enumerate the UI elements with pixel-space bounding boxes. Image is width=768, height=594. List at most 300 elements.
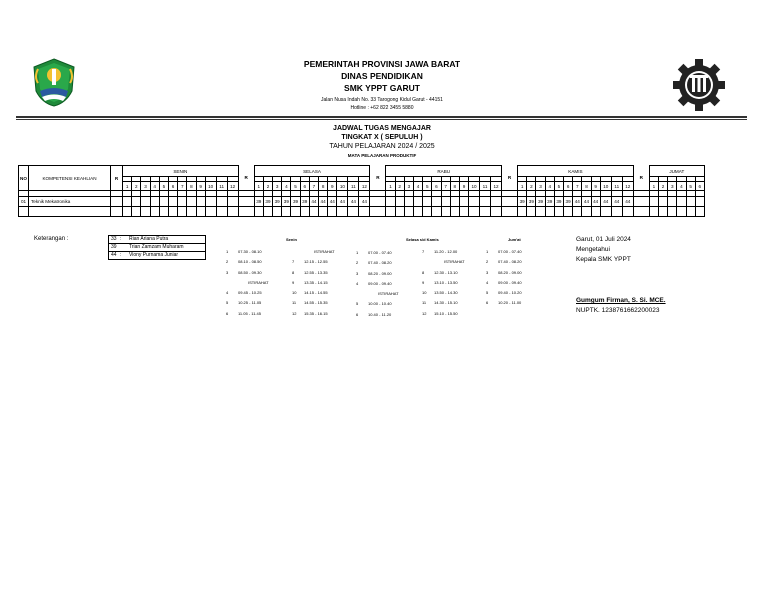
schedule-cell xyxy=(695,197,704,207)
schedule-cell: 44 xyxy=(600,197,611,207)
empty-cell xyxy=(309,207,318,217)
doc-level: TINGKAT X ( SEPULUH ) xyxy=(341,134,423,141)
schedule-cell: 39 xyxy=(282,197,291,207)
period-number: 8 xyxy=(319,182,328,191)
period-time: 15.35 - 16.15 xyxy=(304,310,328,316)
empty-cell xyxy=(695,207,704,217)
empty-cell xyxy=(187,207,196,217)
schedule-cell xyxy=(159,197,168,207)
schedule-cell: 39 xyxy=(518,197,527,207)
period-number: 1 xyxy=(254,182,263,191)
empty-cell xyxy=(300,207,309,217)
schedule-cell: 39 xyxy=(564,197,573,207)
header-divider-thin xyxy=(16,119,747,120)
period-number: 6 xyxy=(432,182,441,191)
period-time: 14.15 - 14.55 xyxy=(304,290,328,296)
row-r xyxy=(633,197,649,207)
period-number: 5 xyxy=(686,182,695,191)
empty-cell xyxy=(611,207,622,217)
period-number: 11 xyxy=(348,182,359,191)
period-no: 5 xyxy=(356,301,359,307)
period-time-row xyxy=(422,309,465,319)
schedule-cell xyxy=(459,197,468,207)
empty-cell xyxy=(622,207,633,217)
period-no: 3 xyxy=(356,270,359,276)
schedule-cell xyxy=(677,197,686,207)
day-header-kamis: KAMIS xyxy=(518,166,634,177)
period-time: 12.55 - 13.35 xyxy=(304,269,328,275)
period-number: 1 xyxy=(386,182,395,191)
period-number: 4 xyxy=(545,182,554,191)
table-row xyxy=(19,197,705,207)
schedule-cell xyxy=(491,197,502,207)
period-no: 9 xyxy=(422,279,425,285)
period-time-row xyxy=(226,257,269,267)
period-number: 11 xyxy=(611,182,622,191)
schedule-cell: 39 xyxy=(527,197,536,207)
period-number: 11 xyxy=(480,182,491,191)
period-time-row xyxy=(486,288,522,298)
period-number: 2 xyxy=(395,182,404,191)
schedule-cell: 44 xyxy=(328,197,337,207)
period-no: 3 xyxy=(486,269,489,275)
selasa-times-a xyxy=(356,248,399,320)
period-number: 4 xyxy=(677,182,686,191)
schedule-cell: 39 xyxy=(273,197,282,207)
schedule-cell xyxy=(141,197,150,207)
period-number: 2 xyxy=(527,182,536,191)
empty-cell xyxy=(658,207,667,217)
empty-cell xyxy=(450,207,459,217)
empty-cell xyxy=(491,207,502,217)
senin-times-title: Senin xyxy=(286,237,297,242)
period-time: 09.00 - 09.40 xyxy=(498,279,522,285)
period-time: 08.50 - 09.30 xyxy=(238,269,262,275)
schedule-cell xyxy=(187,197,196,207)
period-time: ISTIRAHAT xyxy=(378,291,399,297)
legend-sep: : xyxy=(119,252,121,258)
period-no: 7 xyxy=(292,259,295,265)
period-time-row xyxy=(356,269,399,279)
legend-teacher-name: Viony Purnama Juniar xyxy=(127,252,206,260)
period-no: 3 xyxy=(226,269,229,275)
period-time-row xyxy=(292,298,335,308)
empty-cell xyxy=(573,207,582,217)
schedule-cell xyxy=(658,197,667,207)
empty-cell xyxy=(111,207,123,217)
period-no: 2 xyxy=(356,260,359,266)
period-number: 4 xyxy=(413,182,422,191)
schedule-cell: 44 xyxy=(573,197,582,207)
col-r-header: R xyxy=(111,166,123,191)
empty-cell xyxy=(423,207,432,217)
empty-cell xyxy=(554,207,563,217)
schedule-cell xyxy=(404,197,413,207)
period-time: 10.40 - 11.20 xyxy=(368,311,392,317)
period-number: 5 xyxy=(291,182,300,191)
period-no: 7 xyxy=(422,249,425,254)
period-no: 8 xyxy=(422,269,425,275)
sign-mengetahui: Mengetahui xyxy=(576,246,610,253)
period-time: 10.25 - 11.05 xyxy=(238,300,262,306)
period-time-row xyxy=(486,278,522,288)
period-number: 3 xyxy=(536,182,545,191)
period-time-row xyxy=(226,268,269,278)
day-r-header: R xyxy=(502,166,518,191)
schedule-cell: 39 xyxy=(300,197,309,207)
period-number: 11 xyxy=(216,182,227,191)
period-number: 9 xyxy=(459,182,468,191)
empty-cell xyxy=(404,207,413,217)
empty-cell xyxy=(432,207,441,217)
period-time: 08.20 - 09.00 xyxy=(498,269,522,275)
empty-cell xyxy=(282,207,291,217)
empty-cell xyxy=(677,207,686,217)
legend-code-text: 39 xyxy=(111,244,117,250)
header-divider xyxy=(16,116,747,118)
period-number: 10 xyxy=(337,182,348,191)
period-time: 13.50 - 14.30 xyxy=(434,290,458,296)
school-hotline: Hotline : +62 822 3455 5880 xyxy=(350,105,414,111)
period-time: 12.30 - 13.10 xyxy=(434,269,458,275)
empty-cell xyxy=(582,207,591,217)
empty-cell xyxy=(227,207,238,217)
period-time: 13.10 - 13.50 xyxy=(434,279,458,285)
schedule-cell xyxy=(668,197,677,207)
row-no: 01 xyxy=(19,197,29,207)
period-number: 8 xyxy=(187,182,196,191)
period-time-row xyxy=(356,248,399,258)
day-header-rabu: RABU xyxy=(386,166,502,177)
senin-times-b xyxy=(292,247,335,319)
empty-cell xyxy=(319,207,328,217)
period-time: 12.15 - 12.55 xyxy=(304,259,328,265)
empty-cell xyxy=(205,207,216,217)
period-no: 9 xyxy=(292,279,295,285)
empty-cell xyxy=(141,207,150,217)
period-no: 1 xyxy=(356,250,359,255)
empty-cell xyxy=(159,207,168,217)
period-number: 10 xyxy=(205,182,216,191)
schedule-cell: 44 xyxy=(348,197,359,207)
row-r xyxy=(502,197,518,207)
period-no: 8 xyxy=(292,269,295,275)
row-r xyxy=(370,197,386,207)
sign-place-date: Garut, 01 Juli 2024 xyxy=(576,236,631,243)
empty-cell xyxy=(178,207,187,217)
period-time: ISTIRAHAT xyxy=(444,259,465,265)
period-number: 5 xyxy=(423,182,432,191)
selasa-times-title: Selasa s/d Kamis xyxy=(406,237,439,242)
period-no: 1 xyxy=(226,249,229,254)
period-no: 12 xyxy=(422,310,427,316)
empty-cell xyxy=(168,207,177,217)
selasa-times-b xyxy=(422,247,465,319)
empty-cell xyxy=(216,207,227,217)
period-time: 15.10 - 15.50 xyxy=(434,310,458,316)
legend-code xyxy=(109,252,128,260)
legend-row xyxy=(109,252,206,260)
period-time: 10.20 - 11.00 xyxy=(498,300,522,306)
schedule-cell xyxy=(196,197,205,207)
empty-cell xyxy=(649,207,658,217)
empty-cell xyxy=(536,207,545,217)
day-r-header: R xyxy=(370,166,386,191)
period-number: 7 xyxy=(573,182,582,191)
schedule-cell xyxy=(413,197,422,207)
period-no: 6 xyxy=(486,300,489,306)
schedule-cell: 39 xyxy=(254,197,263,207)
empty-cell xyxy=(469,207,480,217)
period-no: 2 xyxy=(226,259,229,265)
period-number: 8 xyxy=(582,182,591,191)
empty-cell xyxy=(359,207,370,217)
period-time-row xyxy=(356,310,399,320)
period-time-row xyxy=(422,257,465,267)
period-number: 6 xyxy=(695,182,704,191)
col-no-header: NO xyxy=(19,166,29,191)
period-no: 6 xyxy=(226,310,229,316)
period-time-row xyxy=(226,278,269,288)
schedule-cell xyxy=(686,197,695,207)
school-address: Jalan Nusa Indah No. 33 Tarogong Kidul Garut - 44151 xyxy=(321,97,443,103)
period-number: 1 xyxy=(518,182,527,191)
row-kompetensi: Teknik Mekatronika xyxy=(29,197,111,207)
period-no: 11 xyxy=(292,300,297,306)
period-no: 4 xyxy=(486,279,489,285)
period-time-row xyxy=(292,309,335,319)
period-number: 3 xyxy=(141,182,150,191)
empty-cell xyxy=(348,207,359,217)
doc-year: TAHUN PELAJARAN 2024 / 2025 xyxy=(329,143,435,150)
day-header-jumat: JUMAT xyxy=(649,166,704,177)
period-time-row xyxy=(486,247,522,257)
legend-label: Keterangan : xyxy=(34,236,69,242)
period-time-row xyxy=(422,268,465,278)
period-number: 10 xyxy=(600,182,611,191)
dept-title: DINAS PENDIDIKAN xyxy=(341,71,423,81)
sign-role: Kepala SMK YPPT xyxy=(576,256,631,263)
schedule-cell: 44 xyxy=(582,197,591,207)
schedule-cell xyxy=(469,197,480,207)
period-number: 3 xyxy=(668,182,677,191)
period-number: 9 xyxy=(196,182,205,191)
schedule-cell xyxy=(432,197,441,207)
legend-row xyxy=(109,236,206,244)
legend-code xyxy=(109,244,128,252)
period-time-row xyxy=(422,247,465,257)
period-time: ISTIRAHAT xyxy=(248,279,269,285)
empty-cell xyxy=(527,207,536,217)
period-no: 2 xyxy=(486,259,489,265)
doc-title: JADWAL TUGAS MENGAJAR xyxy=(333,125,431,132)
day-r-header: R xyxy=(238,166,254,191)
period-no: 11 xyxy=(422,300,427,306)
schedule-cell xyxy=(178,197,187,207)
period-time: 07.00 - 07.40 xyxy=(368,250,392,255)
empty-cell xyxy=(370,207,386,217)
schedule-grid xyxy=(18,165,748,217)
empty-cell xyxy=(273,207,282,217)
school-title: SMK YPPT GARUT xyxy=(344,83,420,93)
period-no: 10 xyxy=(422,290,427,296)
schedule-cell xyxy=(450,197,459,207)
schedule-cell xyxy=(123,197,132,207)
period-number: 7 xyxy=(309,182,318,191)
period-time-row xyxy=(486,257,522,267)
period-time-row xyxy=(292,257,335,267)
empty-cell xyxy=(459,207,468,217)
period-time-row xyxy=(226,298,269,308)
schedule-cell xyxy=(480,197,491,207)
senin-times-a xyxy=(226,247,269,319)
period-time-row xyxy=(422,278,465,288)
empty-cell xyxy=(591,207,600,217)
period-time-row xyxy=(486,298,522,308)
schedule-cell: 39 xyxy=(545,197,554,207)
empty-cell xyxy=(441,207,450,217)
row-r xyxy=(111,197,123,207)
period-number: 4 xyxy=(150,182,159,191)
period-time: 07.00 - 07.40 xyxy=(498,249,522,254)
schedule-cell xyxy=(441,197,450,207)
doc-subject-group: MATA PELAJARAN PRODUKTIF xyxy=(347,153,417,158)
period-no: 5 xyxy=(486,290,489,296)
sign-nuptk: NUPTK. 1238761662200023 xyxy=(576,307,660,314)
period-time-row xyxy=(356,299,399,309)
empty-cell xyxy=(564,207,573,217)
period-time: 11.20 - 12.00 xyxy=(434,249,458,254)
schedule-cell: 39 xyxy=(263,197,272,207)
jumat-times xyxy=(486,247,522,309)
day-header-selasa: SELASA xyxy=(254,166,370,177)
empty-cell xyxy=(502,207,518,217)
period-time-row xyxy=(422,298,465,308)
empty-cell xyxy=(480,207,491,217)
empty-cell xyxy=(518,207,527,217)
empty-cell xyxy=(686,207,695,217)
period-time: 14.55 - 15.35 xyxy=(304,300,328,306)
empty-cell xyxy=(337,207,348,217)
empty-cell xyxy=(196,207,205,217)
empty-cell xyxy=(633,207,649,217)
period-time-row xyxy=(486,268,522,278)
period-time-row xyxy=(292,247,335,257)
period-time: 08.20 - 09.00 xyxy=(368,270,392,276)
jabar-logo xyxy=(30,57,78,107)
legend-code xyxy=(109,236,128,244)
jumat-times-title: Jum'at xyxy=(508,237,521,242)
legend-code-text: 33 xyxy=(111,236,117,242)
schedule-cell: 39 xyxy=(291,197,300,207)
schedule-cell xyxy=(205,197,216,207)
day-header-senin: SENIN xyxy=(123,166,239,177)
gov-title: PEMERINTAH PROVINSI JAWA BARAT xyxy=(303,59,461,69)
empty-cell xyxy=(132,207,141,217)
empty-cell xyxy=(238,207,254,217)
period-no: 10 xyxy=(292,290,297,296)
period-time: 07.40 - 08.20 xyxy=(498,259,522,265)
empty-cell xyxy=(386,207,395,217)
schedule-cell: 44 xyxy=(359,197,370,207)
period-number: 8 xyxy=(450,182,459,191)
schedule-cell xyxy=(132,197,141,207)
legend-teacher-name: Rian Ariana Putra xyxy=(127,236,206,244)
grid-table xyxy=(18,165,705,217)
period-number: 6 xyxy=(168,182,177,191)
empty-cell xyxy=(545,207,554,217)
legend-row xyxy=(109,244,206,252)
empty-cell xyxy=(395,207,404,217)
period-time-row xyxy=(226,288,269,298)
legend-code-text: 44 xyxy=(111,252,117,258)
row-r xyxy=(238,197,254,207)
period-number: 12 xyxy=(359,182,370,191)
period-time: 10.00 - 10.40 xyxy=(368,301,392,307)
period-time: 08.10 - 08.50 xyxy=(238,259,262,265)
period-no: 6 xyxy=(356,311,359,317)
schedule-cell: 39 xyxy=(536,197,545,207)
period-number: 12 xyxy=(491,182,502,191)
period-no: 4 xyxy=(226,290,229,296)
legend-teacher-name: Trian Zamzam Muharam xyxy=(127,244,206,252)
period-number: 9 xyxy=(591,182,600,191)
legend-table xyxy=(108,235,206,260)
schedule-cell xyxy=(168,197,177,207)
period-time: 09.40 - 10.20 xyxy=(498,290,522,296)
empty-cell xyxy=(413,207,422,217)
period-number: 1 xyxy=(123,182,132,191)
period-time: 07.40 - 08.20 xyxy=(368,260,392,266)
schedule-cell xyxy=(150,197,159,207)
period-time-row xyxy=(292,268,335,278)
period-no: 1 xyxy=(486,249,489,254)
period-time: 09.45 - 10.25 xyxy=(238,290,262,296)
period-number: 7 xyxy=(441,182,450,191)
sign-name: Gumgum Firman, S. Si. MCE. xyxy=(576,297,666,304)
period-number: 2 xyxy=(263,182,272,191)
schedule-cell: 44 xyxy=(591,197,600,207)
period-number: 5 xyxy=(554,182,563,191)
empty-cell xyxy=(263,207,272,217)
period-time: 14.30 - 15.10 xyxy=(434,300,458,306)
schedule-cell: 44 xyxy=(611,197,622,207)
period-no: 5 xyxy=(226,300,229,306)
schedule-cell xyxy=(649,197,658,207)
empty-cell xyxy=(29,207,111,217)
period-time: 11.05 - 11.45 xyxy=(238,310,261,316)
period-number: 3 xyxy=(404,182,413,191)
period-no: 12 xyxy=(292,310,297,316)
col-kompetensi-header: KOMPETENSI KEAHLIAN xyxy=(29,166,111,191)
period-number: 6 xyxy=(300,182,309,191)
empty-cell xyxy=(123,207,132,217)
empty-cell xyxy=(668,207,677,217)
schedule-cell xyxy=(216,197,227,207)
schedule-cell: 44 xyxy=(309,197,318,207)
period-number: 2 xyxy=(132,182,141,191)
schedule-cell xyxy=(227,197,238,207)
period-time-row xyxy=(226,247,269,257)
empty-cell xyxy=(150,207,159,217)
period-time-row xyxy=(422,288,465,298)
schedule-cell: 44 xyxy=(622,197,633,207)
period-number: 4 xyxy=(282,182,291,191)
period-number: 3 xyxy=(273,182,282,191)
schedule-cell: 44 xyxy=(337,197,348,207)
day-r-header: R xyxy=(633,166,649,191)
schedule-cell: 39 xyxy=(554,197,563,207)
